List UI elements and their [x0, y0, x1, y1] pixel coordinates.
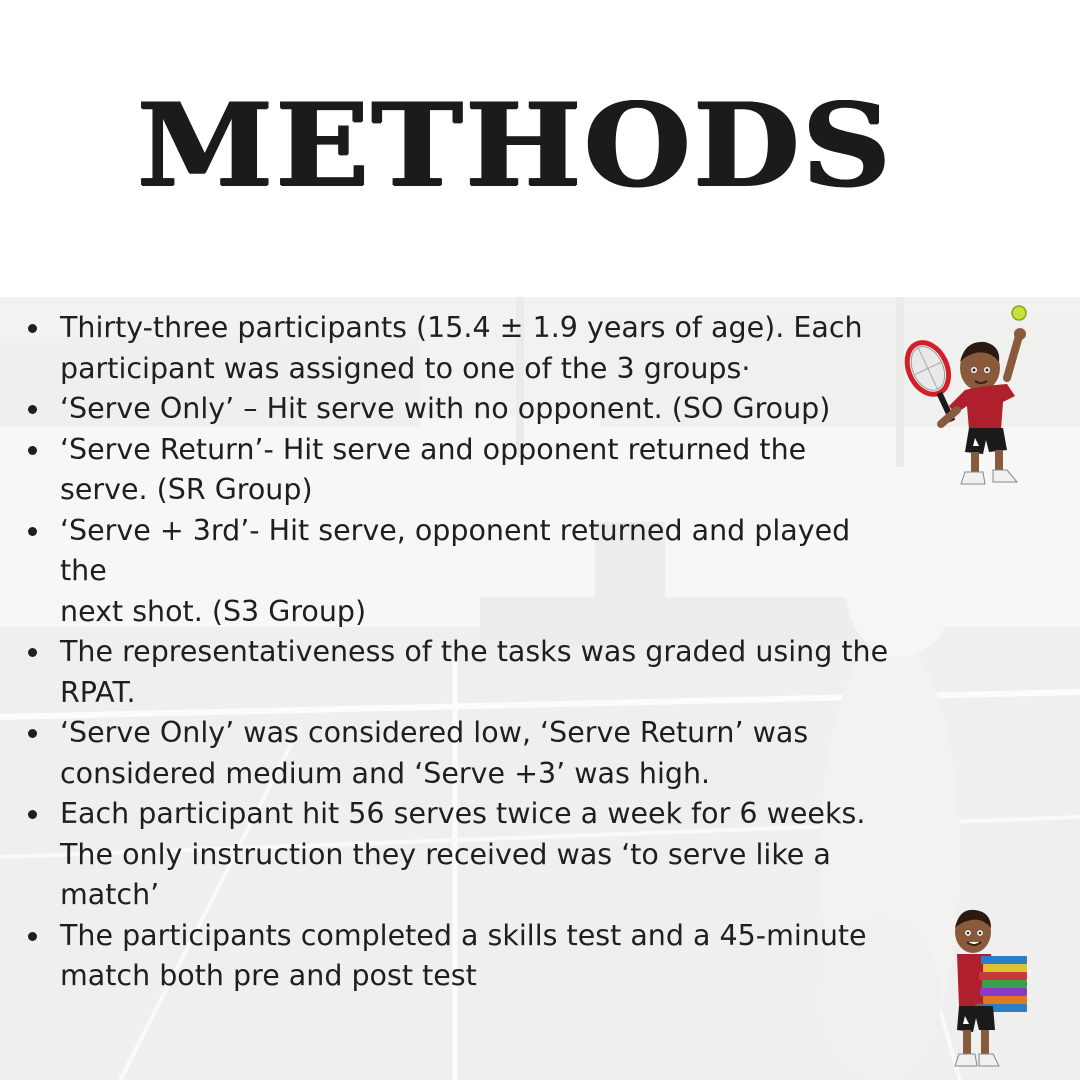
list-item-text: ‘Serve Only’ – Hit serve with no opponent. (SO Group) — [60, 392, 831, 425]
bullet-dot — [28, 648, 37, 657]
list-item — [22, 308, 902, 389]
header-area — [0, 0, 1080, 297]
avatar-with-books-icon — [935, 902, 1055, 1072]
bullet-dot — [28, 527, 37, 536]
methods-bullet-list — [22, 308, 902, 997]
bullet-dot — [28, 446, 37, 455]
list-item-text: ‘Serve Only’ was considered low, ‘Serve Return’ was considered medium and ‘Serve +3’ was high. — [60, 716, 809, 790]
bullet-dot — [28, 324, 37, 333]
list-item-text: Thirty-three participants (15.4 ± 1.9 years of age). Each participant was assigned to one of the 3 groups· — [60, 311, 863, 385]
list-item — [22, 916, 902, 997]
list-item-text: The participants completed a skills test and a 45-minute match both pre and post test — [60, 918, 867, 992]
list-item-text: ‘Serve + 3rd’- Hit serve, opponent returned and played the next shot. (S3 Group) — [60, 513, 851, 628]
list-item-text: ‘Serve Return’- Hit serve and opponent returned the serve. (SR Group) — [60, 432, 807, 506]
list-item — [22, 794, 902, 916]
list-item — [22, 511, 902, 633]
page-title: METHODS — [136, 78, 894, 212]
bullet-dot — [28, 932, 37, 941]
list-item — [22, 389, 902, 430]
list-item-text: Each participant hit 56 serves twice a week for 6 weeks. The only instruction they received was ‘to serve like a match’ — [60, 797, 866, 911]
bullet-dot — [28, 810, 37, 819]
bullet-dot — [28, 405, 37, 414]
list-item-text: The representativeness of the tasks was graded using the RPAT. — [60, 635, 889, 709]
bullet-dot — [28, 729, 37, 738]
list-item — [22, 713, 902, 794]
list-item — [22, 632, 902, 713]
tennis-player-avatar-icon — [895, 298, 1045, 488]
list-item — [22, 430, 902, 511]
